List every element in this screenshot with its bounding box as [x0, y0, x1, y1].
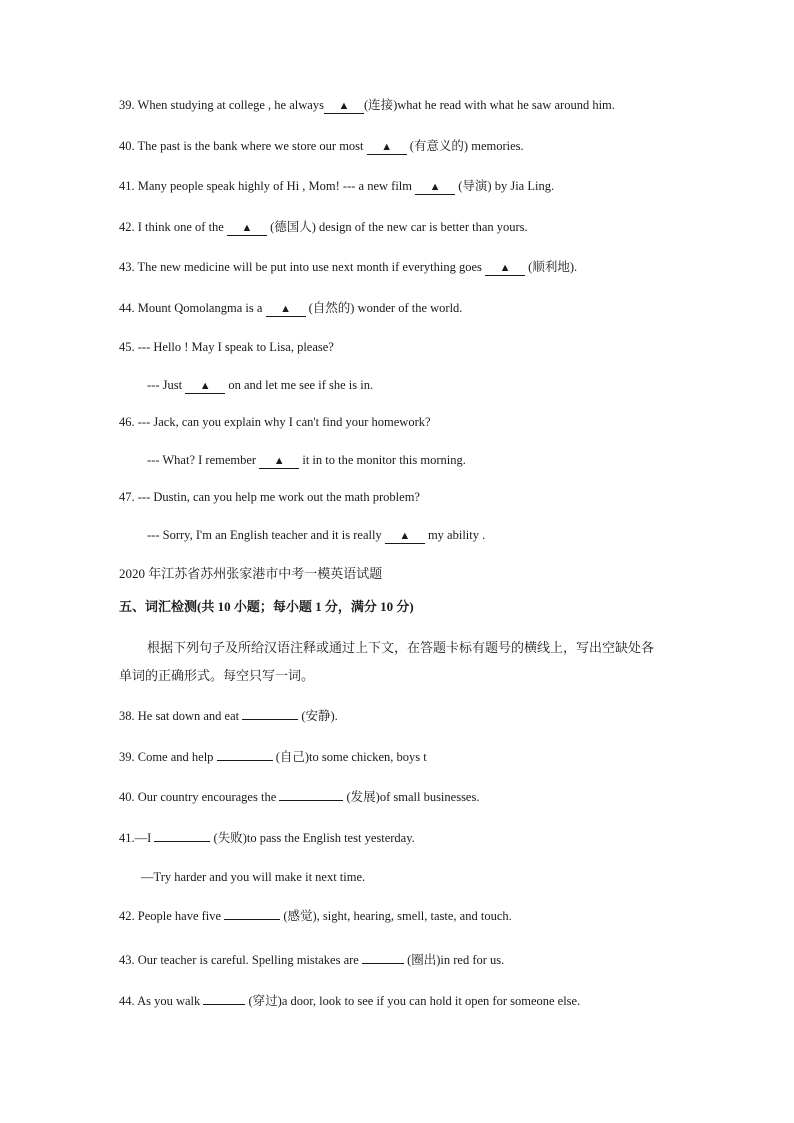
- vocab-question-43: [119, 952, 504, 968]
- question-hint: (安静).: [301, 709, 338, 723]
- question-number: 46.: [119, 415, 135, 429]
- question-text: Mount Qomolangma is a: [137, 301, 263, 315]
- reply-text: my ability .: [427, 528, 486, 542]
- question-number: 42.: [119, 909, 135, 923]
- answer-blank[interactable]: [279, 789, 343, 801]
- question-41: [119, 178, 554, 195]
- question-hint: (发展)of small businesses.: [346, 790, 480, 804]
- reply-text: on and let me see if she is in.: [228, 378, 374, 392]
- question-text: --- Hello ! May I speak to Lisa, please?: [137, 340, 334, 354]
- question-number: 40.: [119, 790, 135, 804]
- answer-blank[interactable]: ▲: [227, 222, 267, 236]
- question-number: 41.: [119, 179, 135, 193]
- answer-blank[interactable]: [154, 830, 210, 842]
- answer-blank[interactable]: ▲: [259, 455, 299, 469]
- question-hint: (有意义的) memories.: [409, 139, 524, 153]
- question-43: [119, 259, 577, 276]
- vocab-question-39: [119, 749, 427, 765]
- reply-text: --- Just: [147, 378, 183, 392]
- question-hint: (失败)to pass the English test yesterday.: [213, 831, 415, 845]
- question-hint: (穿过)a door, look to see if you can hold it open for someone else.: [248, 994, 581, 1008]
- answer-blank[interactable]: ▲: [324, 100, 364, 114]
- reply-text: --- Sorry, I'm an English teacher and it is really: [147, 528, 382, 542]
- answer-blank[interactable]: [242, 708, 298, 720]
- question-42: [119, 219, 528, 236]
- vocab-question-41-reply: —Try harder and you will make it next time.: [141, 870, 366, 884]
- question-text: People have five: [137, 909, 222, 923]
- instructions: 根据下列句子及所给汉语注释或通过上下文，在答题卡标有题号的横线上，写出空缺处各单词的正确形式。每空只写一词。: [119, 640, 655, 683]
- source-title: 2020 年江苏省苏州张家港市中考一模英语试题: [119, 566, 383, 581]
- question-number: 45.: [119, 340, 135, 354]
- question-text: —I: [134, 831, 152, 845]
- question-hint: (感觉), sight, hearing, smell, taste, and touch.: [283, 909, 512, 923]
- answer-blank[interactable]: ▲: [185, 380, 225, 394]
- vocab-question-40: [119, 789, 479, 805]
- answer-blank[interactable]: [224, 908, 280, 920]
- answer-blank[interactable]: [203, 993, 245, 1005]
- answer-blank[interactable]: [217, 749, 273, 761]
- question-text: Our country encourages the: [137, 790, 277, 804]
- question-hint: (自然的) wonder of the world.: [308, 301, 463, 315]
- vocab-question-42: [119, 908, 512, 924]
- question-hint: (德国人) design of the new car is better than yours.: [270, 220, 528, 234]
- question-hint: (圈出)in red for us.: [407, 953, 505, 967]
- question-text: Our teacher is careful. Spelling mistakes are: [137, 953, 359, 967]
- question-number: 41.: [119, 831, 135, 845]
- question-number: 44.: [119, 301, 135, 315]
- question-number: 43.: [119, 260, 135, 274]
- reply-text: --- What? I remember: [147, 453, 257, 467]
- question-46-reply: [147, 452, 466, 469]
- question-number: 42.: [119, 220, 135, 234]
- question-hint: (连接)what he read with what he saw around him.: [363, 98, 615, 112]
- question-47-reply: [147, 527, 485, 544]
- question-number: 47.: [119, 490, 135, 504]
- question-number: 43.: [119, 953, 135, 967]
- answer-blank[interactable]: ▲: [266, 303, 306, 317]
- question-number: 40.: [119, 139, 135, 153]
- question-text: Come and help: [137, 750, 214, 764]
- question-text: I think one of the: [137, 220, 224, 234]
- question-number: 39.: [119, 98, 135, 112]
- question-hint: (导演) by Jia Ling.: [458, 179, 555, 193]
- question-text: --- Dustin, can you help me work out the math problem?: [137, 490, 420, 504]
- question-46: [119, 414, 431, 430]
- question-text: The new medicine will be put into use next month if everything goes: [137, 260, 482, 274]
- question-45: [119, 339, 334, 355]
- question-number: 38.: [119, 709, 135, 723]
- question-text: The past is the bank where we store our most: [137, 139, 364, 153]
- question-text: When studying at college , he always: [137, 98, 324, 112]
- question-hint: (顺利地).: [528, 260, 578, 274]
- answer-blank[interactable]: ▲: [367, 141, 407, 155]
- question-number: 44.: [119, 994, 135, 1008]
- question-text: --- Jack, can you explain why I can't find your homework?: [137, 415, 431, 429]
- vocab-question-38: [119, 708, 338, 724]
- question-number: 39.: [119, 750, 135, 764]
- question-text: He sat down and eat: [137, 709, 240, 723]
- vocab-question-41: [119, 830, 415, 846]
- answer-blank[interactable]: ▲: [485, 262, 525, 276]
- answer-blank[interactable]: ▲: [415, 181, 455, 195]
- question-text: As you walk: [137, 994, 201, 1008]
- section-heading: 五、词汇检测(共 10 小题；每小题 1 分，满分 10 分): [119, 599, 414, 614]
- question-text: Many people speak highly of Hi , Mom! --- a new film: [137, 179, 412, 193]
- reply-text: it in to the monitor this morning.: [302, 453, 466, 467]
- answer-blank[interactable]: [362, 952, 404, 964]
- question-39: [119, 97, 615, 114]
- question-44: [119, 300, 462, 317]
- question-40: [119, 138, 524, 155]
- answer-blank[interactable]: ▲: [385, 530, 425, 544]
- vocab-question-44: [119, 993, 580, 1009]
- question-45-reply: [147, 377, 373, 394]
- question-hint: (自己)to some chicken, boys t: [275, 750, 427, 764]
- question-47: [119, 489, 420, 505]
